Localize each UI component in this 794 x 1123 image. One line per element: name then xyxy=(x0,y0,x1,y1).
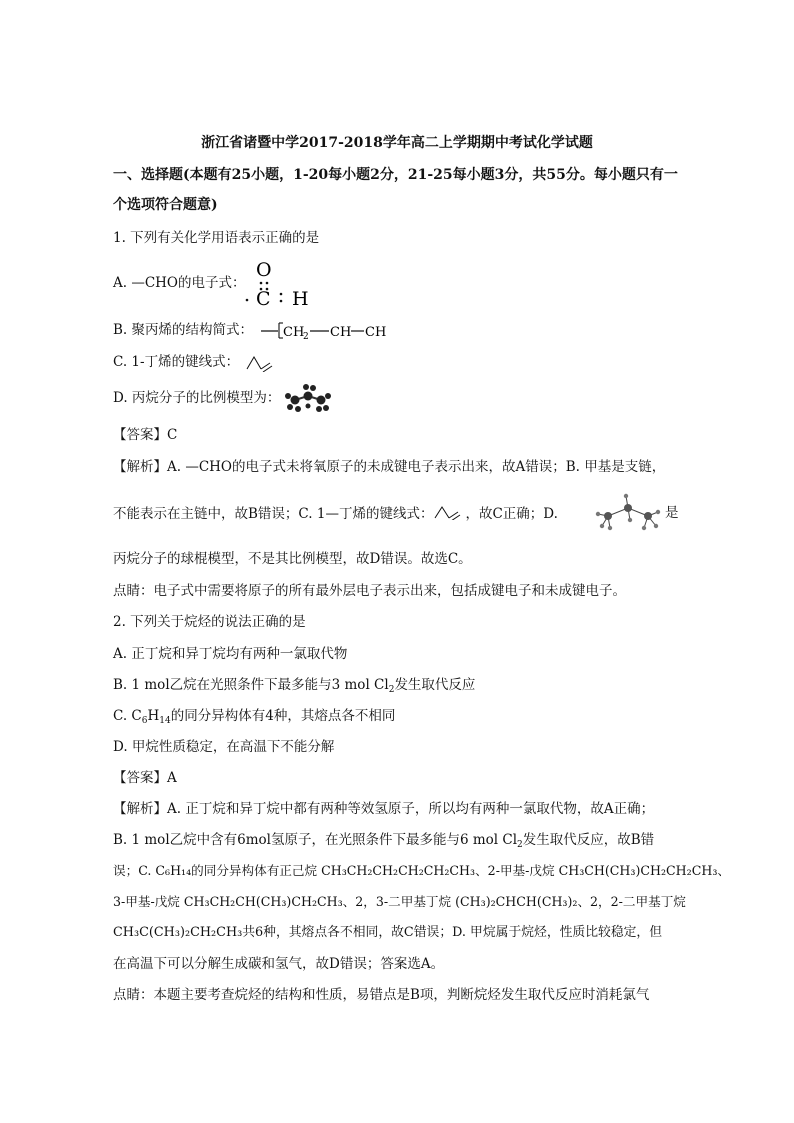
svg-text:CH: CH xyxy=(283,325,305,340)
q1-option-c-label: C. 1-丁烯的键线式： xyxy=(113,354,240,370)
q2-option-a: A. 正丁烷和异丁烷均有两种一氯取代物 xyxy=(113,646,348,662)
section-heading-line2: 个选项符合题意) xyxy=(113,197,218,213)
q2-analysis-line3: 误；C. C₆H₁₄的同分异构体有正己烷 CH₃CH₂CH₂CH₂CH₂CH₃、2-甲基-戊烷 CH₃CH(CH₃)CH₂CH₂CH₃、 xyxy=(113,863,730,878)
q1-option-d-label: D. 丙烷分子的比例模型为： xyxy=(113,390,281,406)
q2-option-d: D. 甲烷性质稳定，在高温下不能分解 xyxy=(113,739,335,755)
q2-analysis-line2: B. 1 mol乙烷中含有6mol氢原子，在光照条件下最多能与6 mol $Cl_2$发生取代反应，故B错 xyxy=(113,832,655,850)
propane-model-image xyxy=(284,382,332,414)
svg-text:CH: CH xyxy=(330,325,352,340)
butene-skeletal-formula xyxy=(245,352,275,372)
q2-note: 点睛：本题主要考查烷烃的结构和性质，易错点是B项，判断烷烃发生取代反应时消耗氯气 xyxy=(113,987,650,1003)
q2-analysis-line4: 3-甲基-戊烷 CH₃CH₂CH(CH₃)CH₂CH₃、2，3-二甲基丁烷 (CH₃)₂CHCH(CH₃)₂、2，2-二甲基丁烷 xyxy=(113,894,686,909)
svg-text:CH: CH xyxy=(365,325,386,340)
q1-note: 点睛：电子式中需要将原子的所有最外层电子表示出来，包括成键电子和未成键电子。 xyxy=(113,583,626,599)
cho-electron-formula xyxy=(240,256,330,310)
oxygen-symbol: O xyxy=(256,259,272,281)
polypropylene-formula xyxy=(258,318,386,344)
q2-option-c: C. $C_6H_{14}$的同分异构体有4种，其熔点各不相同 xyxy=(113,708,396,726)
q1-analysis-line3: 丙烷分子的球棍模型，不是其比例模型，故D错误。故选C。 xyxy=(113,551,472,567)
q1-analysis-line2-end: 是 xyxy=(665,505,679,521)
q1-stem: 1. 下列有关化学用语表示正确的是 xyxy=(113,230,320,246)
carbon-symbol: C xyxy=(256,288,271,310)
q1-answer: 【答案】C xyxy=(113,427,178,443)
q2-answer: 【答案】A xyxy=(113,770,177,786)
svg-text:2: 2 xyxy=(303,332,309,342)
q2-analysis-line5: CH₃C(CH₃)₂CH₂CH₃共6种，其熔点各不相同，故C错误；D. 甲烷属于烷烃，性质比较稳定，但 xyxy=(113,925,663,940)
q1-option-b-label: B. 聚丙烯的结构简式： xyxy=(113,322,254,338)
section-heading-line1: 一、选择题(本题有25小题，1-20每小题2分，21-25每小题3分，共55分。每小题只有一 xyxy=(113,167,678,183)
q2-option-b: B. 1 mol乙烷在光照条件下最多能与3 mol $Cl_2$发生取代反应 xyxy=(113,677,476,695)
page-title: 浙江省诸暨中学2017-2018学年高二上学期期中考试化学试题 xyxy=(201,135,593,151)
q2-analysis-line1: 【解析】A. 正丁烷和异丁烷中都有两种等效氢原子，所以均有两种一氯取代物，故A正确； xyxy=(113,801,655,817)
q2-analysis-line6: 在高温下可以分解生成碳和氢气，故D错误；答案选A。 xyxy=(113,956,445,972)
q2-stem: 2. 下列关于烷烃的说法正确的是 xyxy=(113,614,306,630)
butene-skeletal-inline xyxy=(433,504,465,520)
q1-analysis-line1: 【解析】A. —CHO的电子式未将氧原子的未成键电子表示出来，故A错误；B. 甲基是支链， xyxy=(113,459,666,475)
q1-analysis-line2: 不能表示在主链中，故B错误；C. 1—丁烯的键线式： ，故C正确；D. xyxy=(113,506,558,522)
q1-option-a-label: A. —CHO的电子式： xyxy=(113,275,246,291)
propane-ball-stick-image xyxy=(592,492,664,532)
hydrogen-symbol: H xyxy=(292,288,309,310)
